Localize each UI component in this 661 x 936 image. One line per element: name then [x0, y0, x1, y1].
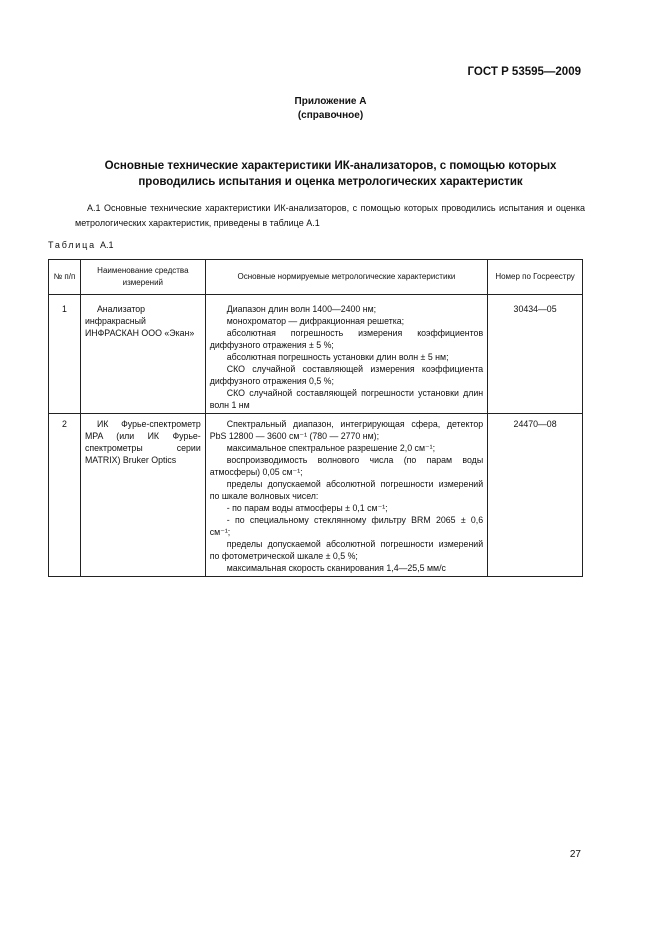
characteristic-line: воспроизводимость волнового числа (по парам воды атмосферы) 0,05 см⁻¹; — [209, 455, 484, 477]
characteristic-line: - по специальному стеклянному фильтру BRM 2065 ± 0,6 см⁻¹; — [209, 515, 484, 537]
annex-subtitle: (справочное) — [297, 110, 364, 121]
cell-registry-number: 30434—05 — [488, 295, 583, 414]
cell-name: ИК Фурье-спектрометр MPA (или ИК Фурье-спектрометры серии MATRIX) Bruker Optics — [80, 414, 205, 577]
page-number: 27 — [569, 849, 581, 860]
characteristic-line: Спектральный диапазон, интегрирующая сфера, детектор PbS 12800 — 3600 см⁻¹ (780 — 2770 нм); — [209, 419, 484, 441]
characteristic-line: абсолютная погрешность измерения коэффициентов диффузного отражения ± 5 %; — [209, 328, 484, 350]
header-name: Наименование средства измерений — [80, 260, 205, 295]
section-title-line-2: проводились испытания и оценка метрологических характеристик — [138, 176, 523, 188]
characteristic-line: абсолютная погрешность установки длин волн ± 5 нм; — [226, 352, 449, 362]
characteristic-line: максимальная скорость сканирования 1,4—25,5 мм/с — [226, 563, 446, 573]
characteristic-line: максимальное спектральное разрешение 2,0 см⁻¹; — [226, 443, 436, 453]
standard-designation: ГОСТ Р 53595—2009 — [467, 66, 581, 78]
characteristic-line: пределы допускаемой абсолютной погрешности измерений по фотометрической шкале ± 0,5 %; — [209, 539, 484, 561]
intro-paragraph: А.1 Основные технические характеристики ИК-анализаторов, с помощью которых проводились испытания и оценка метрологических характеристик, приведены в таблице А.1 — [75, 203, 585, 228]
table-caption-number: А.1 — [100, 240, 114, 250]
characteristic-line: СКО случайной составляющей измерения коэффициента диффузного отражения 0,5 %; — [209, 364, 484, 386]
characteristic-line: монохроматор — дифракционная решетка; — [226, 316, 405, 326]
header-reg: Номер по Госреестру — [488, 260, 583, 295]
header-num: № п/п — [49, 260, 81, 295]
characteristic-line: Диапазон длин волн 1400—2400 нм; — [226, 304, 377, 314]
table-row — [49, 295, 583, 414]
table-row — [49, 414, 583, 577]
table-caption — [48, 240, 114, 250]
annex-heading — [0, 95, 661, 123]
cell-name: Анализатор инфракрасный ИНФРАСКАН ООО «Экан» — [80, 295, 205, 414]
cell-num: 2 — [49, 414, 81, 577]
characteristic-line: - по парам воды атмосферы ± 0,1 см⁻¹; — [226, 503, 388, 513]
table-caption-prefix: Таблица — [48, 240, 96, 250]
cell-characteristics — [205, 295, 487, 414]
characteristic-line: СКО случайной составляющей погрешности установки длин волн 1 нм — [209, 388, 484, 410]
header-chars: Основные нормируемые метрологические характеристики — [205, 260, 487, 295]
section-title-line-1: Основные технические характеристики ИК-анализаторов, с помощью которых — [104, 160, 557, 172]
annex-title: Приложение А — [294, 96, 367, 107]
cell-num: 1 — [49, 295, 81, 414]
cell-characteristics — [205, 414, 487, 577]
characteristic-line: пределы допускаемой абсолютной погрешности измерений по шкале волновых чисел: — [209, 479, 484, 501]
cell-registry-number: 24470—08 — [488, 414, 583, 577]
characteristics-table — [48, 259, 583, 577]
table-header-row — [49, 260, 583, 295]
section-title — [0, 158, 661, 190]
